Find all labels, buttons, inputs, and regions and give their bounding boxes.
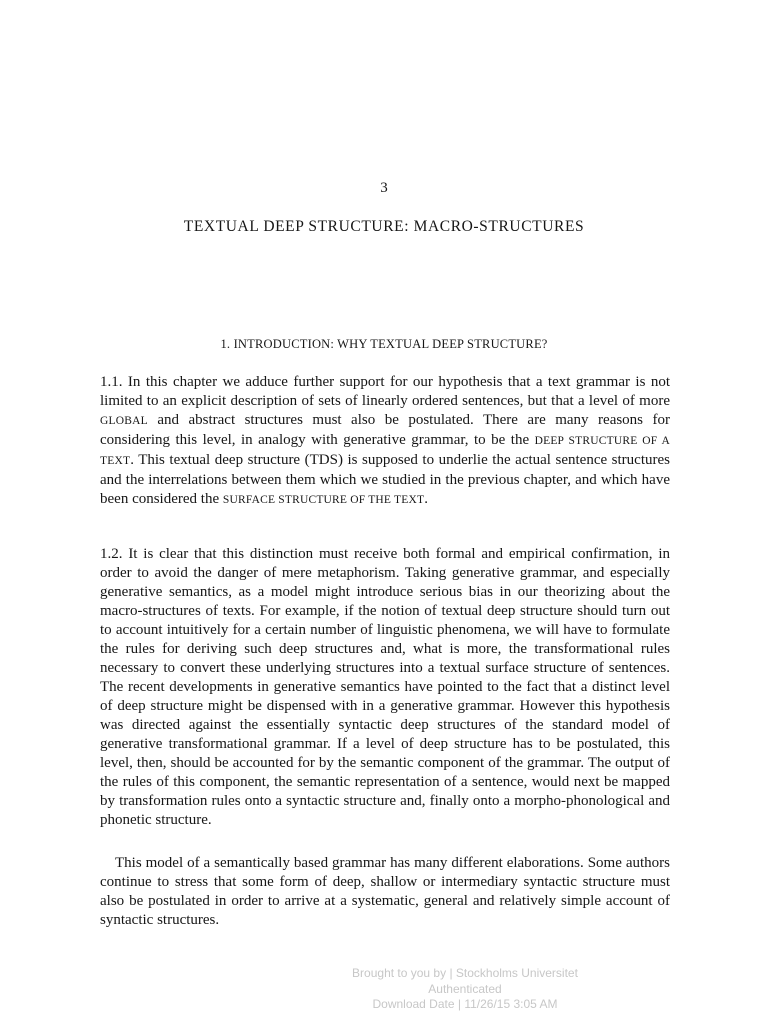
small-caps-term: SURFACE STRUCTURE OF THE TEXT [222,494,425,506]
small-caps-term: GLOBAL [100,415,148,427]
section-heading: 1. INTRODUCTION: WHY TEXTUAL DEEP STRUCTURE? [220,337,548,351]
paragraph-text: and abstract structures must also be postulated. There are many reasons for considering this level, in analogy with generative grammar, to be the [100,412,670,448]
watermark-line: Authenticated [428,981,502,996]
paragraph-text: 1.1. In this chapter we adduce further support for our hypothesis that a text grammar is not limited to an explicit description of sets of linearly ordered sentences, but that a level of more [100,374,670,409]
download-watermark [330,966,600,1013]
small-caps-term: DEEP STRUCTURE OF A TEXT [100,435,671,467]
paragraph-text: . [424,491,428,507]
paragraph-text: . This textual deep structure (TDS) is supposed to underlie the actual sentence structures and the interrelations between them which we studied in the previous chapter, and which have been considered the [100,452,670,507]
watermark-line: Brought to you by | Stockholms Universitet [352,966,578,980]
paragraph-1-1 [100,373,670,510]
chapter-title: TEXTUAL DEEP STRUCTURE: MACRO-STRUCTURES [183,218,585,235]
paragraph-continuation: This model of a semantically based grammar has many different elaborations. Some authors continue to stress that some form of deep, shallow or intermediary syntactic structure must also be postulated in order to arrive at a systematic, general and relatively simple account of syntactic structures. [100,855,670,928]
watermark-line: Download Date | 11/26/15 3:05 AM [372,997,558,1011]
page-number: 3 [380,180,388,196]
paragraph-1-2: 1.2. It is clear that this distinction must receive both formal and empirical confirmation, in order to avoid the danger of mere metaphorism. Taking generative grammar, and especially generative semantics, as a model might introduce serious bias in our theorizing about the macro-structures of texts. For example, if the notion of textual deep structure should turn out to account intuitively for a certain number of linguistic phenomena, we will have to formulate the rules for deriving such deep structures and, what is more, the transformational rules necessary to convert these underlying structures into a textual surface structure of sentences. The recent developments in generative semantics have pointed to the fact that a distinct level of deep structure might be dispensed with in a generative grammar. However this hypothesis was directed against the essentially syntactic deep structures of the standard model of generative transformational grammar. If a level of deep structure has to be postulated, this level, then, should be accounted for by the semantic component of the grammar. The output of the rules of this component, the semantic representation of a sentence, would next be mapped by transformation rules onto a syntactic structure and, finally onto a morpho-phonological and phonetic structure. [100,546,670,828]
